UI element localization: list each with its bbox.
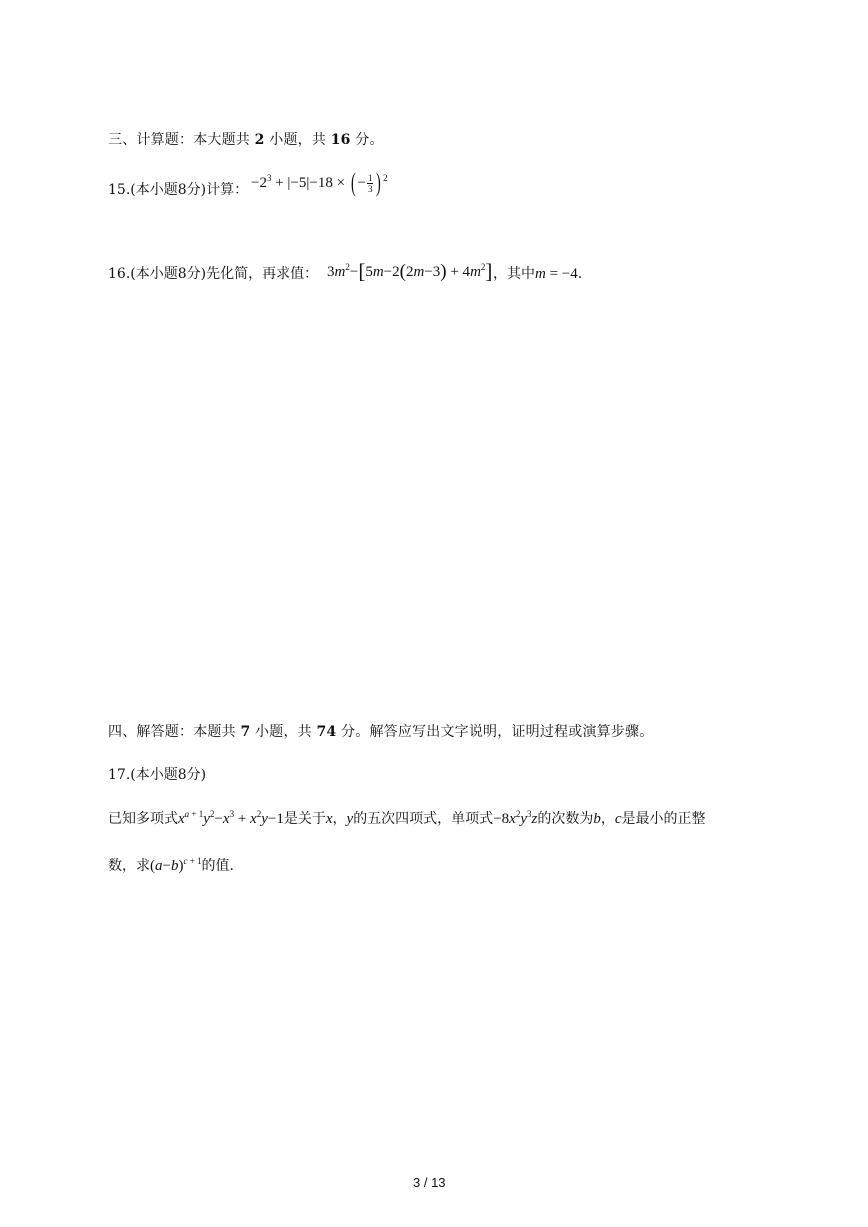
question-17-line-2: 数，求$(a-b)^{c + 1}$的值. (108, 856, 234, 874)
section-4-count: 7 (240, 724, 251, 740)
polynomial-expression: $x^{a + 1}y^2-x^3 + x^2y-1$ (178, 809, 284, 827)
question-16-condition: ，其中m = −4. (493, 266, 583, 282)
monomial-expression: $-8x^2y^3z$ (493, 809, 538, 827)
total-pages: 13 (431, 1175, 446, 1190)
section-4-score: 74 (316, 724, 337, 740)
section-4-prefix: 四、解答题：本题共 (108, 724, 241, 740)
section-3-suffix: 分。 (350, 132, 384, 148)
section-3-score: 16 (330, 132, 351, 148)
section-4-mid: 小题，共 (250, 724, 317, 740)
section-3-mid: 小题，共 (264, 132, 331, 148)
question-16-expression: $3m^2-[5m-2(2m-3) + 4m^2]$ (327, 259, 493, 283)
section-3-heading (108, 129, 384, 149)
current-page: 3 (413, 1175, 421, 1190)
question-17-label: 17.(本小题8分) (108, 767, 207, 783)
fraction-one-third: $\frac{1}{3}$ (367, 173, 373, 195)
question-17-line-1: 已知多项式$x^{a + 1}y^2-x^3 + x^2y-1$是关于x，y的五次四项式，单项式$-8x^2y^3z$的次数为b，c是最小的正整 (108, 809, 706, 827)
question-16-label: 16.(本小题8分)先化简，再求值： (108, 266, 319, 282)
section-3-count: 2 (254, 132, 265, 148)
section-3-prefix: 三、计算题：本大题共 (108, 132, 255, 148)
power-expression: $(a-b)^{c + 1}$ (150, 856, 202, 874)
page-number: 3 / 13 (413, 1175, 446, 1190)
question-15-label: 15.(本小题8分)计算： (108, 182, 249, 198)
section-4-suffix: 分。解答应写出文字说明，证明过程或演算步骤。 (336, 724, 654, 740)
section-4-heading (108, 721, 653, 741)
question-15-expression: $-2^3 + |-5|-18$ × ( − $\frac{1}{3}$ ) $^2$ (251, 168, 388, 197)
